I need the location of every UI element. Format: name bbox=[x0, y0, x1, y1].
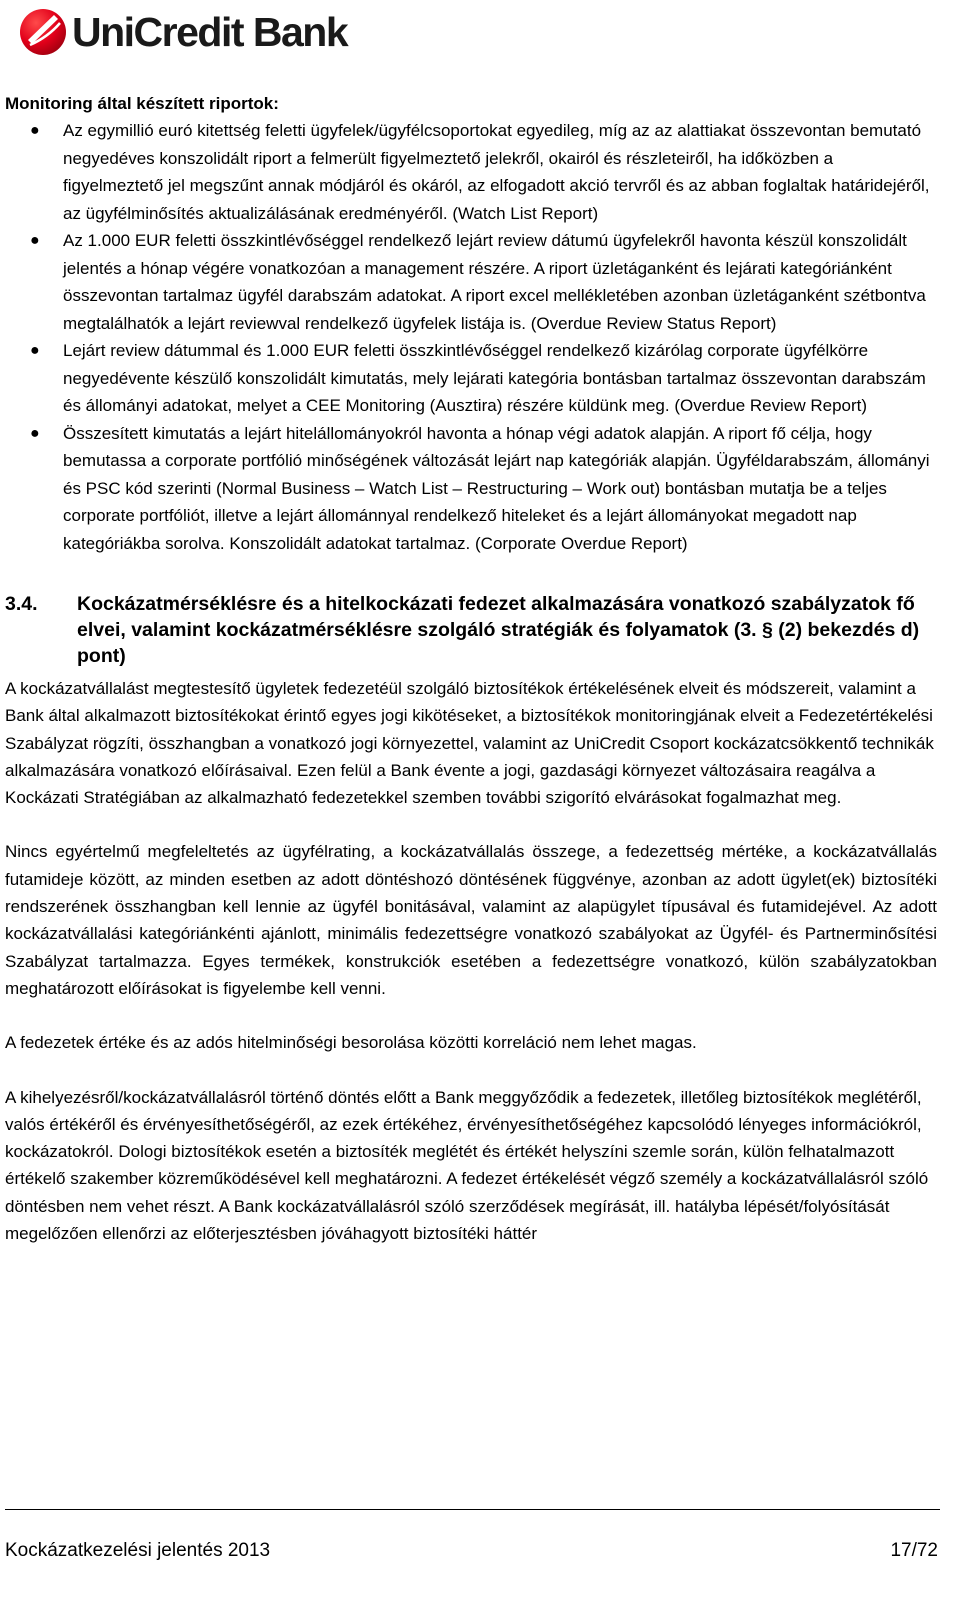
bullet-icon: ● bbox=[30, 122, 40, 139]
list-item bbox=[5, 117, 937, 227]
list-item bbox=[5, 337, 937, 420]
section-heading bbox=[5, 591, 937, 669]
unicredit-logo-icon bbox=[18, 7, 68, 57]
report-list bbox=[5, 117, 937, 557]
paragraph: A kihelyezésről/kockázatvállalásról történő döntés előtt a Bank meggyőződik a fedezetek, illetőleg biztosítékok meglétéről, valós értékéről és érvényesíthetőségéről, az ezek értékéhez, érvényesíthetőségéhez kapcsolódó lényeges információkról, kockázatokról. Dologi biztosítékok esetén a biztosíték meglétét és értékét helyszíni szemle során, külön felhatalmazott értékelő szakember közreműködésével kell meghatározni. A fedezet értékelését végző személy a kockázatvállalásról szóló döntésben nem vehet részt. A Bank kockázatvállalásról szóló szerződések megírását, ill. hatályba lépését/folyósítását megelőzően ellenőrzi az előterjesztésben jóváhagyott biztosítéki háttér bbox=[5, 1087, 929, 1244]
list-item bbox=[5, 420, 937, 558]
page-number: 17/72 bbox=[890, 1540, 938, 1561]
monitoring-heading: Monitoring által készített riportok: bbox=[5, 94, 279, 113]
section-number: 3.4. bbox=[5, 593, 38, 615]
bullet-icon: ● bbox=[30, 232, 40, 249]
list-item-text: Összesített kimutatás a lejárt hitelállományokról havonta a hónap végi adatok alapján. A riport fő célja, hogy bemutassa a corporate portfólió minőségének változását lejárt nap kategóriák alapján. Ügyféldarabszám, állományi és PSC kód szerinti (Normal Business – Watch List – Restructuring – Work out) bontásban mutatja be a teljes corporate portfóliót, illetve a lejárt állománnyal rendelkező hiteleket és a lejárt állományokat megadott nap kategóriákba sorolva. Konszolidált adatokat tartalmaz. (Corporate Overdue Report) bbox=[63, 423, 930, 553]
section-title: Kockázatmérséklésre és a hitelkockázati fedezet alkalmazására vonatkozó szabályzatok fő elvei, valamint kockázatmérséklésre szolgáló stratégiák és folyamatok (3. § (2) bekezdés d) pont) bbox=[77, 593, 920, 667]
page-header bbox=[18, 4, 347, 60]
paragraph: A fedezetek értéke és az adós hitelminőségi besorolása közötti korreláció nem lehet magas. bbox=[5, 1033, 697, 1053]
paragraph: Nincs egyértelmű megfeleltetés az ügyfélrating, a kockázatvállalás összege, a fedezettség mértéke, a kockázatvállalás futamideje között, az minden esetben az adott döntéshozó döntésének függvénye, azonban az adott ügylet(ek) biztosítéki rendszerének összhangban kell lennie az ügyfél bonitásával, valamint az alapügylet típusával és futamidejével. Az adott kockázatvállalási kategóriánkénti ajánlott, minimális fedezettségre vonatkozó szabályokat az Ügyfél- és Partnerminősítési Szabályzat tartalmazza. Egyes termékek, konstrukciók esetében a fedezettségre vonatkozó, külön szabályzatokban meghatározott előírásokat is figyelembe kell venni. bbox=[5, 842, 937, 998]
footer-divider bbox=[5, 1509, 940, 1510]
bullet-icon: ● bbox=[30, 424, 40, 442]
logo-wordmark: UniCredit Bank bbox=[72, 8, 348, 55]
list-item bbox=[5, 227, 937, 337]
list-item-text: Az egymillió euró kitettség feletti ügyfelek/ügyfélcsoportokat egyedileg, míg az az alattiakat összevontan bemutató negyedéves konszolidált riport a felmerült figyelmeztető jelekről, okairól és részleteiről, ha időközben a figyelmeztető jel megszűnt annak módjáról és okáról, az elfogadott akció tervről és az abban foglaltak határidejéről, az ügyfélminősítés aktualizálásának eredményéről. (Watch List Report) bbox=[63, 121, 930, 223]
list-item-text: Lejárt review dátummal és 1.000 EUR feletti összkintlévőséggel rendelkező kizárólag corporate ügyfélkörre negyedévente készülő konszolidált kimutatás, mely lejárati kategória bontásban tartalmaz összevontan darabszám és állományi adatokat, melyet a CEE Monitoring (Ausztira) részére küldünk meg. (Overdue Review Report) bbox=[63, 341, 926, 415]
document-body bbox=[5, 90, 937, 1247]
footer-title: Kockázatkezelési jelentés 2013 bbox=[5, 1540, 271, 1561]
bullet-icon: ● bbox=[30, 342, 40, 359]
list-item-text: Az 1.000 EUR feletti összkintlévőséggel rendelkező lejárt review dátumú ügyfelekről havonta készül konszolidált jelentés a hónap végére vonatkozóan a management részére. A riport üzletáganként és lejárati kategóriánként összevontan tartalmaz ügyfél darabszám adatokat. A riport excel mellékletében azonban üzletáganként szétbontva megtalálhatók a lejárt reviewval rendelkező ügyfelek listája is. (Overdue Review Status Report) bbox=[63, 231, 926, 333]
paragraph: A kockázatvállalást megtestesítő ügyletek fedezetéül szolgáló biztosítékok értékelésének elveit és módszereit, valamint a Bank által alkalmazott biztosítékokat érintő egyes jogi kikötéseket, a biztosítékok monitoringjának elveit a Fedezetértékelési Szabályzat rögzíti, összhangban a vonatkozó jogi környezettel, valamint az UniCredit Csoport kockázatcsökkentő technikák alkalmazására vonatkozó előírásaival. Ezen felül a Bank évente a jogi, gazdasági környezet változásaira reagálva a Kockázati Stratégiában az alkalmazható fedezetekkel szemben további szigorító elvárásokat fogalmazhat meg. bbox=[5, 679, 934, 808]
